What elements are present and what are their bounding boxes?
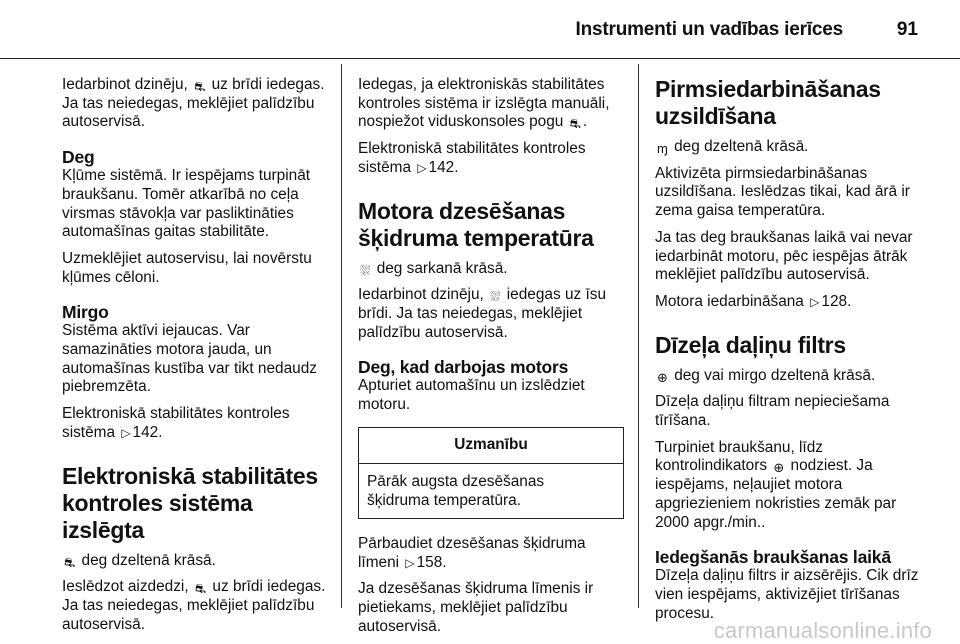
- paragraph: [358, 140, 624, 177]
- diesel-particle-filter-icon: ⊕: [657, 369, 668, 385]
- paragraph: [62, 405, 328, 442]
- esc-off-icon: ⛐: [194, 581, 207, 597]
- paragraph-text: Iedarbinot dzinēju, ⛐ uz brīdi iedegas. Ja tas neiedegas, meklējiet palīdzību autoservisā.: [62, 76, 325, 131]
- page-ref-link[interactable]: 158.: [416, 553, 447, 571]
- paragraph: [655, 367, 925, 386]
- paragraph: [358, 76, 624, 132]
- subheading-lights-while-driving: Iedegšanās braukšanas laikā: [655, 547, 891, 568]
- paragraph-text: deg dzeltenā krāsā.: [674, 138, 809, 155]
- paragraph-text: uz brīdi iedegas. Ja tas neiedegas, meklējiet palīdzību autoservisā.: [62, 578, 326, 633]
- paragraph: [358, 260, 624, 279]
- subheading-engine-running: Deg, kad darbojas motors: [358, 357, 569, 378]
- paragraph-text: Ieslēdzot aizdedzi,: [62, 578, 189, 596]
- coolant-temperature-icon: ⛆: [360, 262, 371, 278]
- section-heading-dpf: Dīzeļa daļiņu filtrs: [655, 331, 846, 358]
- paragraph: Dīzeļa daļiņu filtrs ir aizsērējis. Cik drīz vien iespējams, aktivizējiet tīrīšanas procesu.: [655, 567, 919, 622]
- page-number: 91: [896, 19, 918, 40]
- heading-deg: Deg: [62, 147, 95, 168]
- column-1: [62, 76, 328, 642]
- paragraph: [655, 439, 925, 533]
- paragraph: Uzmeklējiet autoservisu, lai novērstu kļūmes cēloni.: [62, 249, 312, 286]
- paragraph: Dīzeļa daļiņu filtram nepieciešama tīrīšana.: [655, 393, 890, 430]
- page-ref-icon: ▷: [417, 160, 427, 175]
- paragraph-text: iedegas uz īsu brīdi. Ja tas neiedegas, meklējiet palīdzību autoservisā.: [358, 286, 607, 341]
- paragraph-text: nodziest. Ja iespējams, neļaujiet motora apgriezieniem nokristies zemāk par 2000 apgr./min..: [655, 457, 897, 531]
- paragraph-text: deg vai mirgo dzeltenā krāsā.: [674, 366, 876, 384]
- paragraph-text: Motora iedarbināšana: [655, 292, 804, 310]
- paragraph-text: Elektroniskā stabilitātes kontroles sistēma: [62, 405, 290, 441]
- paragraph-text: Pārbaudiet dzesēšanas šķidruma līmeni: [358, 534, 586, 571]
- esc-off-icon: ⛐: [194, 79, 206, 94]
- heading-mirgo: Mirgo: [62, 302, 109, 323]
- caution-title: Uzmanību: [359, 428, 623, 465]
- paragraph-text: Turpiniet braukšanu, līdz kontrolindikators: [655, 438, 823, 475]
- page-ref-link[interactable]: 142.: [132, 423, 163, 441]
- page-ref-link[interactable]: 128.: [821, 292, 852, 310]
- section-heading-coolant: Motora dzesēšanas šķidruma temperatūra: [358, 197, 594, 251]
- esc-off-icon: ⛐: [569, 116, 581, 132]
- section-heading-preheating: Pirmsiedarbināšanas uzsildīšana: [655, 76, 881, 129]
- paragraph-text: Iedarbinot dzinēju,: [358, 286, 484, 304]
- coolant-temperature-icon: ⛆: [490, 289, 501, 305]
- paragraph-text: Elektroniskā stabilitātes kontroles sistēma: [358, 140, 586, 176]
- page-ref-icon: ▷: [121, 425, 131, 440]
- paragraph-text: Iedegas, ja elektroniskās stabilitātes kontroles sistēma ir izslēgta manuāli, nospiežot viduskonsoles pogu: [358, 76, 610, 131]
- paragraph: Ja tas deg braukšanas laikā vai nevar iedarbināt motoru, pēc iespējas ātrāk meklējiet palīdzību autoservisā.: [655, 228, 913, 284]
- paragraph: Aktivizēta pirmsiedarbināšanas uzsildīšana. Ieslēdzas tikai, kad ārā ir zema gaisa temperatūra.: [655, 164, 910, 220]
- paragraph-text: deg sarkanā krāsā.: [376, 259, 508, 277]
- page-header: [0, 0, 960, 59]
- esc-off-icon: ⛐: [64, 554, 76, 570]
- paragraph: Sistēma aktīvi iejaucas. Var samazināties motora jauda, un automašīnas kustība var tikt nedaudz piebremzēta.: [62, 322, 317, 396]
- diesel-particle-filter-icon: ⊕: [773, 460, 785, 476]
- caution-box: [358, 427, 624, 519]
- column-divider-1: [341, 64, 342, 608]
- paragraph-text: .: [582, 113, 588, 131]
- page-ref-icon: ▷: [810, 294, 820, 309]
- paragraph: [62, 76, 328, 132]
- paragraph: [358, 286, 624, 342]
- paragraph: Apturiet automašīnu un izslēdziet motoru.: [358, 377, 585, 414]
- glow-plug-icon: ɱ: [657, 141, 668, 156]
- page-ref-link[interactable]: 142.: [428, 158, 459, 176]
- column-3: [655, 76, 925, 631]
- page-ref-icon: ▷: [405, 555, 415, 570]
- paragraph: [62, 552, 328, 571]
- section-heading-esc-off: Elektroniskā stabilitātes kontroles sistēma izslēgta: [62, 462, 318, 543]
- paragraph: [655, 138, 925, 157]
- page-title: Instrumenti un vadības ierīces: [575, 19, 843, 40]
- watermark: carmanualsonline.info: [713, 618, 932, 643]
- paragraph: Ja dzesēšanas šķidruma līmenis ir pietiekams, meklējiet palīdzību autoservisā.: [358, 580, 594, 635]
- caution-text: Pārāk augsta dzesēšanas šķidruma temperatūra.: [367, 473, 545, 510]
- paragraph: [655, 293, 925, 312]
- paragraph: Kļūme sistēmā. Ir iespējams turpināt braukšanu. Tomēr atkarībā no ceļa virsmas stāvokļa var pasliktināties automašīnas gaitas stabilitāte.: [62, 167, 311, 241]
- paragraph: [62, 578, 328, 634]
- paragraph: [358, 535, 624, 572]
- paragraph-text: deg dzeltenā krāsā.: [81, 551, 216, 569]
- column-2: [358, 76, 624, 644]
- column-divider-2: [638, 64, 639, 608]
